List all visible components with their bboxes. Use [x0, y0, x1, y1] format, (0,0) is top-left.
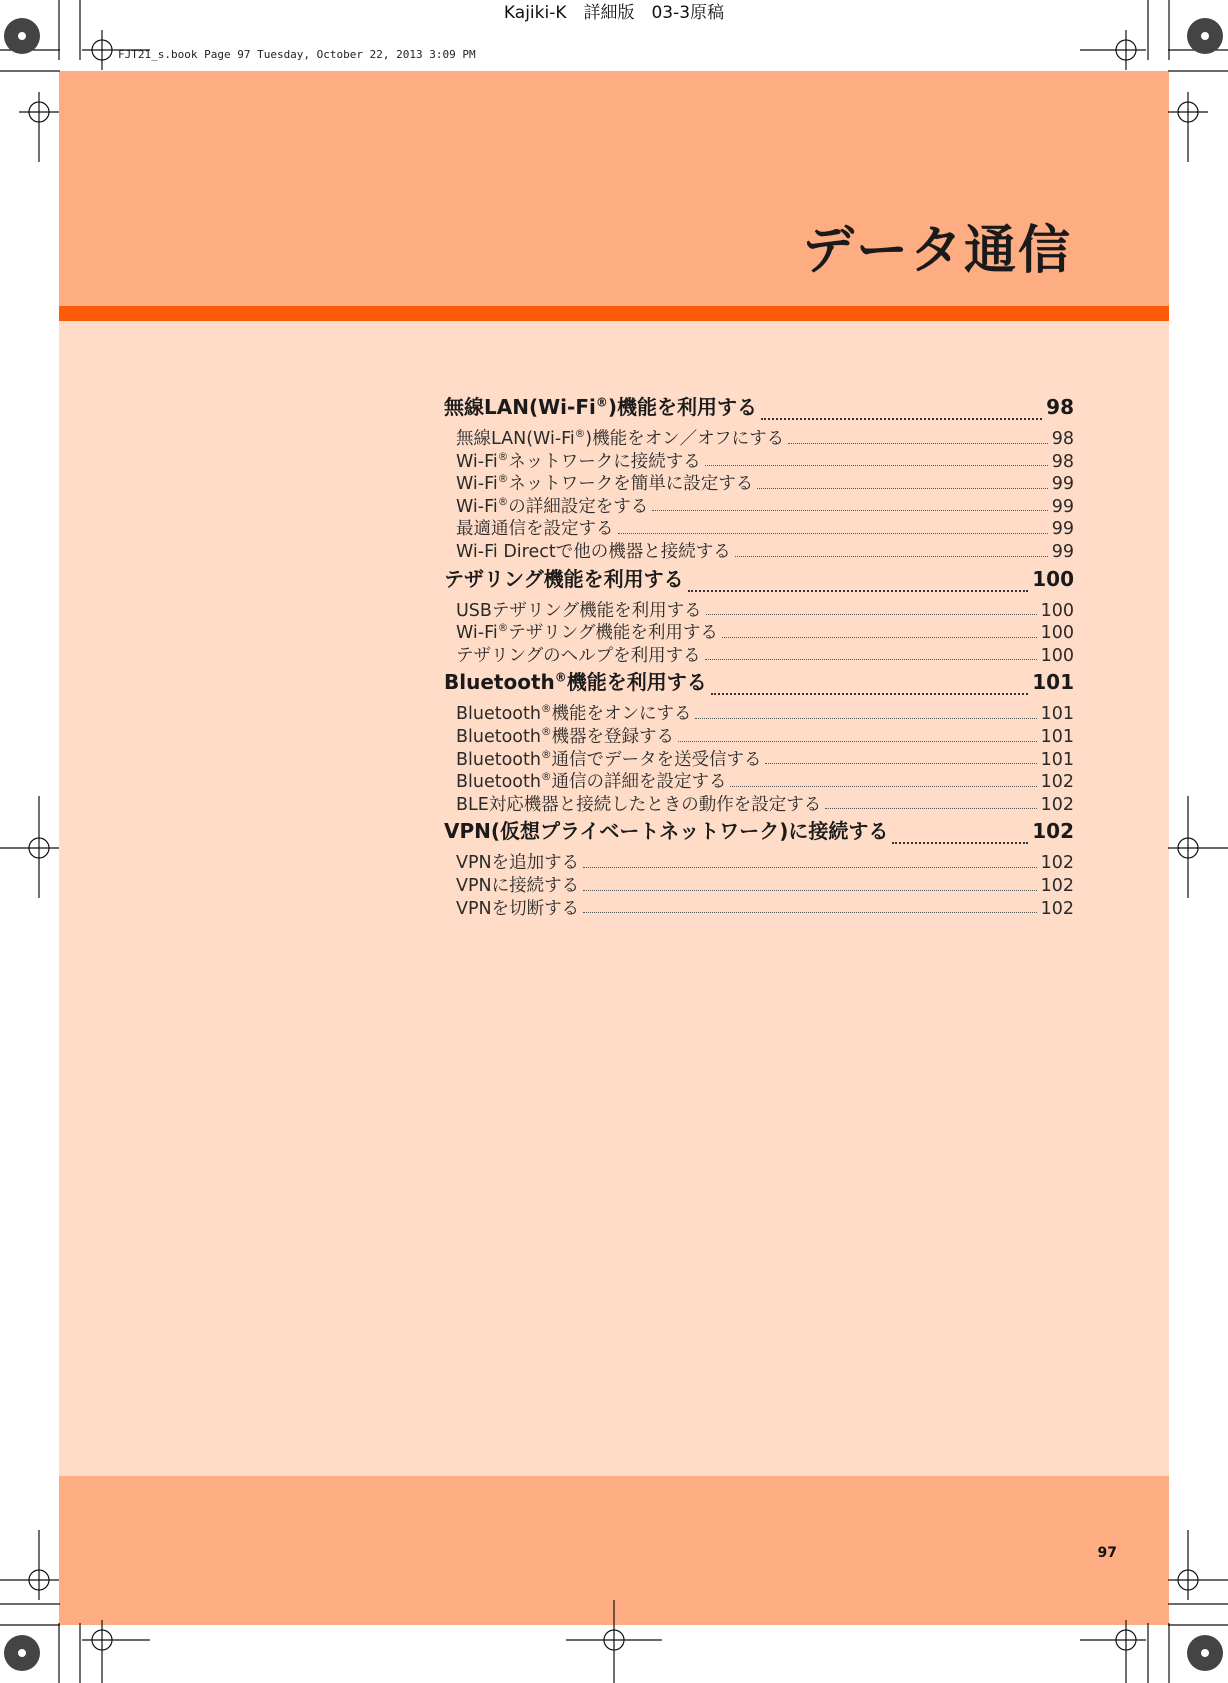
toc-item[interactable]: [444, 515, 1074, 538]
dot-leader: [788, 443, 1048, 444]
dot-leader: [761, 418, 1042, 420]
toc-item-page: 100: [1040, 645, 1074, 666]
toc-item[interactable]: [444, 619, 1074, 642]
toc-item-title: VPNに接続する: [456, 875, 580, 896]
toc-section-title: 無線LAN(Wi-Fi®)機能を利用する: [444, 395, 757, 419]
toc-item[interactable]: [444, 642, 1074, 665]
dot-leader: [706, 614, 1037, 615]
page-number: 97: [1097, 1545, 1117, 1561]
toc-item-title: 最適通信を設定する: [456, 519, 614, 540]
toc-item[interactable]: [444, 768, 1074, 791]
toc-item[interactable]: [444, 448, 1074, 471]
toc-section-page: 100: [1032, 566, 1074, 591]
toc-item-page: 99: [1051, 541, 1074, 562]
page-sheet: [59, 71, 1169, 1625]
toc-item-title: Wi-Fi®の詳細設定をする: [456, 495, 649, 517]
toc-item-title: Bluetooth®通信の詳細を設定する: [456, 771, 727, 793]
toc-item-page: 99: [1051, 519, 1074, 540]
toc-item-page: 102: [1040, 898, 1074, 919]
toc-item[interactable]: [444, 872, 1074, 895]
toc-item[interactable]: [444, 723, 1074, 746]
dot-leader: [583, 890, 1036, 891]
document-header-label: Kajiki-K 詳細版 03-3原稿: [503, 3, 725, 23]
toc-item-title: Bluetooth®機能をオンにする: [456, 703, 692, 725]
toc-item-page: 102: [1040, 853, 1074, 874]
toc-item[interactable]: [444, 425, 1074, 448]
toc-item-page: 100: [1040, 600, 1074, 621]
toc-item-page: 98: [1051, 451, 1074, 472]
toc-section-page: 101: [1032, 670, 1074, 695]
toc-item-page: 101: [1040, 726, 1074, 747]
toc-item[interactable]: [444, 746, 1074, 769]
toc-item-title: Wi-Fi®テザリング機能を利用する: [456, 622, 718, 644]
toc-section-title: テザリング機能を利用する: [444, 566, 684, 591]
dot-leader: [695, 718, 1036, 719]
toc-item-title: VPNを切断する: [456, 898, 580, 919]
toc-section-vpn[interactable]: [444, 815, 1074, 849]
dot-leader: [730, 786, 1036, 787]
chapter-title: データ通信: [801, 221, 1072, 281]
toc-item-page: 101: [1040, 704, 1074, 725]
toc-item-title: Wi-Fi®ネットワークを簡単に設定する: [456, 473, 754, 495]
toc-item-page: 102: [1040, 794, 1074, 815]
toc-item-title: Wi-Fi Directで他の機器と接続する: [456, 541, 731, 562]
dot-leader: [705, 465, 1048, 466]
toc-item-page: 102: [1040, 772, 1074, 793]
toc-item-page: 98: [1051, 429, 1074, 449]
footer-band: [59, 1476, 1169, 1625]
dot-leader: [722, 637, 1037, 638]
toc-item-page: 102: [1040, 875, 1074, 896]
table-of-contents: [444, 389, 1074, 917]
dot-leader: [688, 590, 1029, 592]
dot-leader: [825, 808, 1036, 809]
toc-item-title: VPNを追加する: [456, 853, 580, 874]
toc-item[interactable]: [444, 493, 1074, 516]
toc-item-title: USBテザリング機能を利用する: [456, 600, 702, 621]
toc-item-title: Wi-Fi®ネットワークに接続する: [456, 450, 701, 472]
toc-section-tethering[interactable]: [444, 563, 1074, 597]
toc-item[interactable]: [444, 895, 1074, 918]
toc-item[interactable]: [444, 597, 1074, 620]
toc-item-page: 99: [1051, 496, 1074, 517]
dot-leader: [652, 510, 1047, 511]
dot-leader: [705, 659, 1037, 660]
dot-leader: [711, 693, 1029, 695]
dot-leader: [678, 741, 1037, 742]
chapter-accent-rule: [59, 306, 1169, 321]
toc-item[interactable]: [444, 538, 1074, 561]
toc-item[interactable]: [444, 700, 1074, 723]
toc-section-title: Bluetooth®機能を利用する: [444, 670, 707, 695]
toc-item-title: 無線LAN(Wi-Fi®)機能をオン／オフにする: [456, 428, 785, 449]
print-stamp: FJT21_s.book Page 97 Tuesday, October 22, 2013 3:09 PM: [118, 48, 476, 61]
dot-leader: [735, 556, 1048, 557]
dot-leader: [618, 533, 1048, 534]
toc-item[interactable]: [444, 849, 1074, 872]
dot-leader: [757, 488, 1047, 489]
toc-item-page: 101: [1040, 749, 1074, 770]
toc-item-title: BLE対応機器と接続したときの動作を設定する: [456, 794, 822, 815]
toc-section-page: 102: [1032, 819, 1074, 844]
toc-section-title: VPN(仮想プライベートネットワーク)に接続する: [444, 819, 889, 844]
toc-item-page: 99: [1051, 474, 1074, 495]
toc-item-title: Bluetooth®通信でデータを送受信する: [456, 748, 762, 770]
toc-item[interactable]: [444, 791, 1074, 814]
dot-leader: [765, 763, 1036, 764]
toc-item[interactable]: [444, 470, 1074, 493]
toc-item-page: 100: [1040, 623, 1074, 644]
dot-leader: [583, 912, 1036, 913]
toc-section-page: 98: [1046, 395, 1074, 419]
dot-leader: [583, 867, 1036, 868]
toc-section-bluetooth[interactable]: [444, 666, 1074, 700]
toc-section-wifi[interactable]: [444, 391, 1074, 425]
toc-item-title: Bluetooth®機器を登録する: [456, 726, 674, 747]
toc-item-title: テザリングのヘルプを利用する: [456, 645, 701, 666]
dot-leader: [892, 842, 1028, 844]
